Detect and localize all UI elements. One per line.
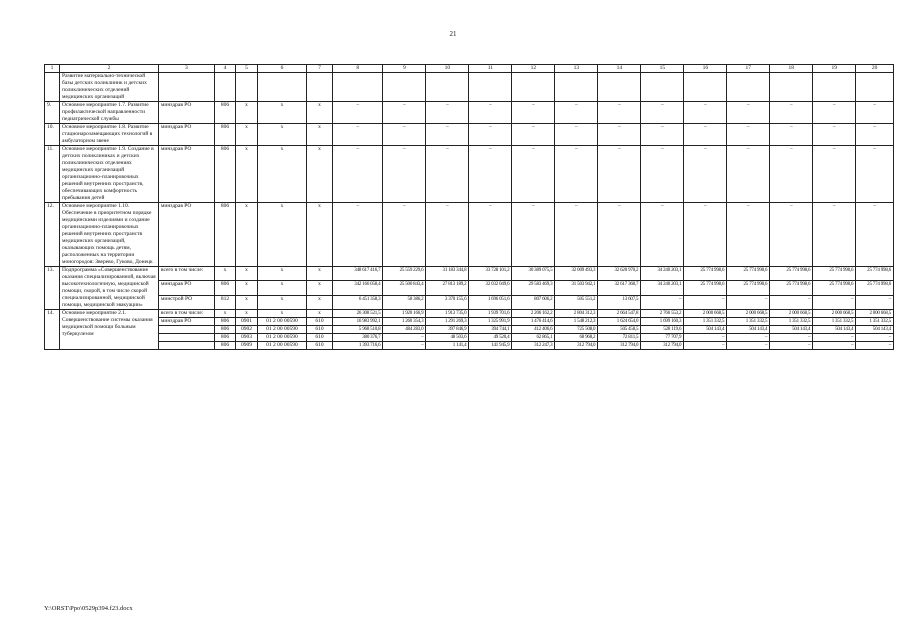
column-number: 7 — [307, 65, 333, 73]
cell-rzpr: х — [236, 295, 257, 309]
cell-grbs: 806 — [214, 334, 235, 342]
table-row — [45, 295, 894, 309]
row-executor: минстрой РО — [158, 295, 214, 309]
cell-value: – — [383, 334, 426, 342]
cell-rzpr: 0903 — [236, 334, 257, 342]
column-number: 14 — [598, 65, 641, 73]
column-number: 2 — [60, 65, 159, 73]
column-number-row — [45, 65, 894, 73]
cell-value: – — [555, 203, 598, 267]
cell-value: – — [770, 334, 813, 342]
cell-value: – — [684, 146, 727, 203]
cell-value: 397 846,9 — [426, 326, 469, 334]
cell-grbs: 806 — [214, 146, 235, 203]
cell-value: 807 606,2 — [512, 295, 555, 309]
cell-empty — [45, 73, 60, 102]
cell-vr: х — [307, 203, 333, 267]
table-row — [45, 318, 894, 326]
cell-value: 412 406,6 — [512, 326, 555, 334]
cell-value: – — [555, 102, 598, 124]
cell-value: 1 939 701,6 — [469, 310, 512, 318]
cell-value: – — [813, 102, 856, 124]
cell-grbs: 806 — [214, 203, 235, 267]
cell-value: – — [813, 146, 856, 203]
cell-value: – — [770, 146, 813, 203]
cell-empty — [307, 73, 333, 102]
cell-value: 34 240 203,1 — [641, 267, 684, 281]
cell-value: – — [332, 146, 383, 203]
cell-value: 348 617 416,7 — [332, 267, 383, 281]
cell-value: – — [727, 334, 770, 342]
cell-value: 1 548 212,3 — [555, 318, 598, 326]
cell-value: 29 583 469,3 — [512, 281, 555, 295]
column-number: 10 — [426, 65, 469, 73]
cell-value: – — [856, 146, 894, 203]
cell-grbs: 806 — [214, 281, 235, 295]
cell-value: – — [856, 102, 894, 124]
cell-value: 5 968 510,8 — [332, 326, 383, 334]
cell-value: 504 143,4 — [727, 326, 770, 334]
cell-value: 504 143,4 — [770, 326, 813, 334]
cell-csr: х — [257, 124, 306, 146]
cell-value: 141 945,9 — [469, 342, 512, 350]
cell-value: – — [856, 342, 894, 350]
cell-vr: х — [307, 310, 333, 318]
cell-value: 725 508,0 — [555, 326, 598, 334]
column-number: 9 — [383, 65, 426, 73]
row-number: 10. — [45, 124, 60, 146]
cell-value: 1 351 332,5 — [684, 318, 727, 326]
cell-value: 380 376,7 — [332, 334, 383, 342]
cell-value: 1 476 414,6 — [512, 318, 555, 326]
cell-grbs: 806 — [214, 318, 235, 326]
continuation-name: Развитие материально-технической базы детских поликлиник и детских поликлинических отделений медицинских организаций — [60, 73, 159, 102]
cell-value: 1 141,4 — [426, 342, 469, 350]
cell-value: 3 370 155,6 — [426, 295, 469, 309]
cell-value: 13 607,5 — [598, 295, 641, 309]
cell-value: 2 766 553,2 — [641, 310, 684, 318]
row-name: Основное мероприятие 1.8. Развитие стационарозамещающих технологий в амбулаторном звене — [60, 124, 159, 146]
cell-empty — [684, 73, 727, 102]
cell-value: 31 183 344,8 — [426, 267, 469, 281]
cell-value: 1 699 160,3 — [641, 318, 684, 326]
cell-vr: х — [307, 124, 333, 146]
cell-value: 312 794,0 — [555, 342, 598, 350]
footer-path: Y:\ORST\Ppo\0529p394.f23.docx — [44, 605, 133, 612]
cell-value: – — [512, 124, 555, 146]
cell-empty — [727, 73, 770, 102]
cell-value: – — [813, 295, 856, 309]
cell-value: – — [332, 102, 383, 124]
cell-rzpr: 0902 — [236, 326, 257, 334]
cell-value: 16 983 992,1 — [332, 318, 383, 326]
cell-value: 2 000 668,5 — [856, 310, 894, 318]
cell-csr: 01 2 00 00590 — [257, 334, 306, 342]
column-number: 17 — [727, 65, 770, 73]
cell-value: – — [598, 203, 641, 267]
cell-rzpr: х — [236, 146, 257, 203]
cell-value: 25 774 998,6 — [856, 281, 894, 295]
cell-value: 2 000 668,5 — [727, 310, 770, 318]
cell-value: 6 451 358,3 — [332, 295, 383, 309]
column-number: 11 — [469, 65, 512, 73]
cell-value: – — [727, 203, 770, 267]
cell-value: – — [684, 334, 727, 342]
column-number: 16 — [684, 65, 727, 73]
cell-value: 2 664 547,8 — [598, 310, 641, 318]
cell-value: 2 206 162,2 — [512, 310, 555, 318]
cell-value: 48 503,6 — [426, 334, 469, 342]
row-number: 11. — [45, 146, 60, 203]
cell-value: – — [684, 342, 727, 350]
cell-value: – — [383, 124, 426, 146]
cell-value: 25 774 998,6 — [684, 267, 727, 281]
cell-value: 68 968,2 — [555, 334, 598, 342]
column-number: 3 — [158, 65, 214, 73]
cell-value: – — [332, 124, 383, 146]
cell-value: – — [512, 146, 555, 203]
column-number: 6 — [257, 65, 306, 73]
row-number: 12. — [45, 203, 60, 267]
cell-rzpr: 0901 — [236, 318, 257, 326]
cell-value: – — [383, 203, 426, 267]
column-number: 8 — [332, 65, 383, 73]
cell-value: – — [598, 124, 641, 146]
column-number: 5 — [236, 65, 257, 73]
cell-empty — [214, 73, 235, 102]
row-executor: всего в том числе: — [158, 310, 214, 318]
cell-value: 528 119,6 — [641, 326, 684, 334]
cell-vr: 610 — [307, 342, 333, 350]
cell-value: – — [727, 146, 770, 203]
cell-vr: х — [307, 146, 333, 203]
cell-value: – — [641, 102, 684, 124]
cell-value: – — [856, 295, 894, 309]
cell-value: 1 624 654,0 — [598, 318, 641, 326]
column-number: 4 — [214, 65, 235, 73]
cell-value: 31 503 942,1 — [555, 281, 598, 295]
cell-grbs: х — [214, 267, 235, 281]
cell-grbs: 806 — [214, 124, 235, 146]
table-row — [45, 281, 894, 295]
cell-value: – — [555, 124, 598, 146]
column-number: 15 — [641, 65, 684, 73]
cell-empty — [598, 73, 641, 102]
column-number: 13 — [555, 65, 598, 73]
cell-empty — [641, 73, 684, 102]
cell-value: 27 813 189,2 — [426, 281, 469, 295]
cell-value: 25 774 998,6 — [727, 267, 770, 281]
cell-value: 1 351 332,5 — [813, 318, 856, 326]
cell-vr: 610 — [307, 326, 333, 334]
cell-value: 25 774 998,6 — [813, 281, 856, 295]
table-row — [45, 124, 894, 146]
cell-value: 25 774 998,6 — [813, 267, 856, 281]
cell-empty — [813, 73, 856, 102]
cell-value: – — [598, 102, 641, 124]
cell-vr: х — [307, 102, 333, 124]
row-executor: минздрав РО — [158, 203, 214, 267]
cell-value: – — [469, 102, 512, 124]
row-name: Основное мероприятие 1.10. Обеспечение в приоритетном порядке медицинскими изделиями и создание организационно-планировочных решений внутренних пространств медицинских организаций, оказывающих помощь детям, расположенных на территории моногородов: Зверево, Гуково, Донецк — [60, 203, 159, 267]
cell-value: 2 804 312,3 — [555, 310, 598, 318]
cell-value: 26 308 521,5 — [332, 310, 383, 318]
cell-vr: 610 — [307, 318, 333, 326]
cell-value: – — [770, 102, 813, 124]
cell-value: 58 386,2 — [383, 295, 426, 309]
cell-value: 1 260 354,3 — [383, 318, 426, 326]
cell-value: 30 389 075,5 — [512, 267, 555, 281]
column-number: 1 — [45, 65, 60, 73]
cell-rzpr: х — [236, 124, 257, 146]
cell-value: – — [684, 295, 727, 309]
cell-rzpr: х — [236, 267, 257, 281]
cell-value: – — [813, 342, 856, 350]
cell-value: – — [555, 146, 598, 203]
cell-rzpr: х — [236, 281, 257, 295]
cell-empty — [332, 73, 383, 102]
cell-empty — [158, 73, 214, 102]
cell-csr: х — [257, 102, 306, 124]
cell-value: – — [469, 203, 512, 267]
cell-value: 505 551,2 — [555, 295, 598, 309]
cell-value: – — [512, 203, 555, 267]
page-number: 21 — [449, 30, 457, 38]
cell-value: 1 351 332,5 — [770, 318, 813, 326]
cell-value: 312 794,0 — [598, 342, 641, 350]
cell-empty — [856, 73, 894, 102]
table-row — [45, 203, 894, 267]
table-row — [45, 334, 894, 342]
row-executor: минздрав РО — [158, 124, 214, 146]
column-number: 20 — [856, 65, 894, 73]
cell-value: 2 000 668,5 — [770, 310, 813, 318]
cell-value: – — [813, 124, 856, 146]
cell-rzpr: х — [236, 310, 257, 318]
column-number: 12 — [512, 65, 555, 73]
cell-value: – — [770, 342, 813, 350]
cell-value: – — [641, 146, 684, 203]
cell-empty — [383, 73, 426, 102]
cell-value: 1 325 991,9 — [469, 318, 512, 326]
cell-vr: х — [307, 267, 333, 281]
cell-grbs: 806 — [214, 102, 235, 124]
row-number: 9. — [45, 102, 60, 124]
cell-grbs: 806 — [214, 342, 235, 350]
cell-grbs: х — [214, 310, 235, 318]
cell-vr: 610 — [307, 334, 333, 342]
cell-value: – — [383, 102, 426, 124]
row-executor: всего в том числе: — [158, 267, 214, 281]
cell-value: – — [684, 203, 727, 267]
cell-value: 32 032 049,6 — [469, 281, 512, 295]
cell-csr: 01 2 00 00590 — [257, 326, 306, 334]
table-row — [45, 267, 894, 281]
cell-value: – — [426, 203, 469, 267]
cell-rzpr: х — [236, 102, 257, 124]
cell-value: – — [727, 102, 770, 124]
cell-value: 72 811,5 — [598, 334, 641, 342]
cell-value: 505 458,5 — [598, 326, 641, 334]
cell-value: – — [684, 102, 727, 124]
cell-value: 504 143,4 — [684, 326, 727, 334]
cell-grbs: 806 — [214, 326, 235, 334]
cell-value: 32 009 493,3 — [555, 267, 598, 281]
row-executor — [158, 326, 214, 334]
row-number: 14. — [45, 310, 60, 350]
row-name: Основное мероприятие 1.7. Развитие профилактической направленности педиатрической службы — [60, 102, 159, 124]
cell-csr: х — [257, 203, 306, 267]
cell-value: – — [770, 295, 813, 309]
cell-value: – — [332, 203, 383, 267]
cell-empty — [512, 73, 555, 102]
row-executor: минздрав РО — [158, 318, 214, 326]
cell-value: 25 774 998,6 — [770, 281, 813, 295]
column-number: 18 — [770, 65, 813, 73]
cell-value: 2 000 668,5 — [684, 310, 727, 318]
table-row — [45, 342, 894, 350]
row-name: Подпрограмма «Совершенствование оказания специализированной, включая высокотехнологичную, медицинской помощи, скорой, в том числе скорой специализированной, медицинской помощи, медицинской эвакуации» — [60, 267, 159, 310]
cell-value: – — [641, 203, 684, 267]
cell-value: – — [727, 124, 770, 146]
cell-value: 1 351 332,5 — [856, 318, 894, 326]
cell-vr: х — [307, 281, 333, 295]
cell-value: – — [856, 203, 894, 267]
cell-value: 1 696 051,6 — [469, 295, 512, 309]
cell-grbs: 812 — [214, 295, 235, 309]
cell-csr: х — [257, 281, 306, 295]
budget-table — [44, 64, 894, 350]
row-executor — [158, 334, 214, 342]
cell-value: – — [426, 146, 469, 203]
column-number: 19 — [813, 65, 856, 73]
cell-csr: 01 2 00 00590 — [257, 318, 306, 326]
cell-value: 312 247,3 — [512, 342, 555, 350]
cell-value: – — [426, 102, 469, 124]
cell-empty — [257, 73, 306, 102]
cell-value: 62 865,1 — [512, 334, 555, 342]
cell-value: 1 291 269,3 — [426, 318, 469, 326]
cell-value: 33 728 101,2 — [469, 267, 512, 281]
cell-value: 2 000 668,5 — [813, 310, 856, 318]
cell-value: 504 143,4 — [856, 326, 894, 334]
cell-value: – — [727, 342, 770, 350]
cell-value: 25 774 998,6 — [727, 281, 770, 295]
cell-csr: х — [257, 267, 306, 281]
cell-value: 77 707,9 — [641, 334, 684, 342]
cell-rzpr: х — [236, 203, 257, 267]
cell-value: 484 283,0 — [383, 326, 426, 334]
cell-value: – — [469, 146, 512, 203]
cell-csr: 01 2 00 00590 — [257, 342, 306, 350]
cell-value: – — [598, 146, 641, 203]
row-name: Основное мероприятие 1.9. Создание в детских поликлиниках и детских поликлинических отделениях медицинских организаций организационно-планировочных решений внутренних пространств, обеспечивающих комфортность пребывания детей — [60, 146, 159, 203]
cell-value: 1 920 166,9 — [383, 310, 426, 318]
cell-value: 25 500 843,4 — [383, 281, 426, 295]
cell-value: 1 393 716,6 — [332, 342, 383, 350]
cell-value: – — [727, 295, 770, 309]
row-executor: минздрав РО — [158, 146, 214, 203]
row-name: Основное мероприятие 2.1. Совершенствование системы оказания медицинской помощи больным туберкулезом — [60, 310, 159, 350]
cell-value: 25 774 998,6 — [770, 267, 813, 281]
cell-empty — [236, 73, 257, 102]
cell-value: 312 794,0 — [641, 342, 684, 350]
cell-value: 1 913 735,0 — [426, 310, 469, 318]
cell-value: 25 774 998,6 — [684, 281, 727, 295]
cell-empty — [770, 73, 813, 102]
cell-value: – — [383, 342, 426, 350]
cell-value: 49 520,4 — [469, 334, 512, 342]
cell-value: 394 744,1 — [469, 326, 512, 334]
cell-value: – — [770, 124, 813, 146]
cell-value: – — [469, 124, 512, 146]
cell-value: – — [426, 124, 469, 146]
cell-value: 34 240 203,1 — [641, 281, 684, 295]
cell-value: – — [641, 124, 684, 146]
cell-value: – — [641, 295, 684, 309]
cell-value: – — [512, 102, 555, 124]
row-executor: минздрав РО — [158, 102, 214, 124]
continuation-row — [45, 73, 894, 102]
cell-csr: х — [257, 146, 306, 203]
cell-value: 32 620 970,2 — [598, 267, 641, 281]
cell-csr: х — [257, 295, 306, 309]
row-number: 13. — [45, 267, 60, 310]
table-row — [45, 102, 894, 124]
cell-value: 32 617 368,7 — [598, 281, 641, 295]
cell-value: 25 559 229,6 — [383, 267, 426, 281]
cell-vr: х — [307, 295, 333, 309]
cell-rzpr: 0909 — [236, 342, 257, 350]
cell-value: – — [856, 334, 894, 342]
cell-value: 504 143,4 — [813, 326, 856, 334]
cell-value: – — [383, 146, 426, 203]
cell-value: – — [770, 203, 813, 267]
cell-empty — [469, 73, 512, 102]
cell-value: 342 166 058,4 — [332, 281, 383, 295]
cell-value: 25 774 998,6 — [856, 267, 894, 281]
row-executor: минздрав РО — [158, 281, 214, 295]
cell-value: – — [684, 124, 727, 146]
cell-value: – — [813, 203, 856, 267]
cell-value: 1 351 332,5 — [727, 318, 770, 326]
table-row — [45, 146, 894, 203]
cell-empty — [426, 73, 469, 102]
cell-csr: х — [257, 310, 306, 318]
cell-value: – — [813, 334, 856, 342]
cell-value: – — [856, 124, 894, 146]
table-row — [45, 326, 894, 334]
table-row — [45, 310, 894, 318]
cell-empty — [555, 73, 598, 102]
row-executor — [158, 342, 214, 350]
